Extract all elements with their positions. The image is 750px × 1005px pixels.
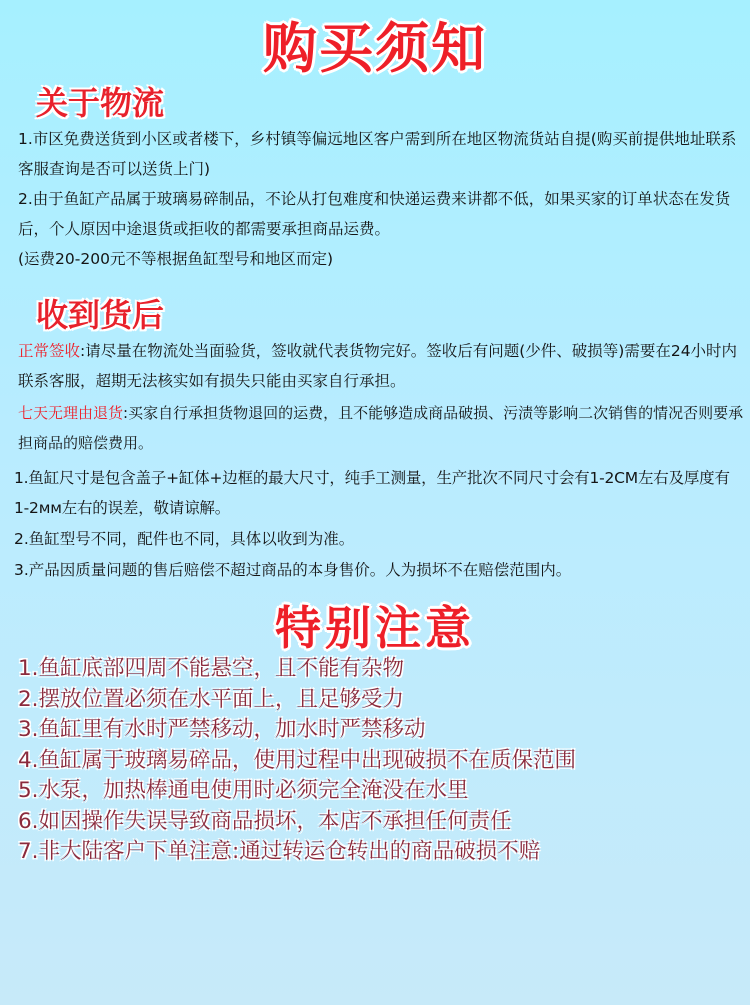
special-note-item: 4.鱼缸属于玻璃易碎品，使用过程中出现破损不在质保范围 (18, 747, 577, 773)
logistics-paragraph-2: 2.由于鱼缸产品属于玻璃易碎制品，不论从打包难度和快递运费来讲都不低，如果买家的订单状态在发货后，个人原因中途退货或拒收的都需要承担商品运费。 (18, 190, 731, 238)
special-note-item: 6.如因操作失误导致商品损坏，本店不承担任何责任 (18, 808, 512, 834)
special-note-item: 1.鱼缸底部四周不能悬空，且不能有杂物 (18, 656, 405, 681)
page-title: 购买须知 (263, 17, 487, 80)
logistics-paragraph-1: 1.市区免费送货到小区或者楼下，乡村镇等偏远地区客户需到所在地区物流货站自提(购买前提供地址联系客服查询是否可以送货上门) (18, 130, 737, 178)
receipt-heading: 收到货后 (36, 296, 165, 334)
special-heading: 特别注意 (275, 601, 475, 655)
seven-day-return-label: 七天无理由退货 (18, 404, 124, 422)
size-note: 1.鱼缸尺寸是包含盖子+缸体+边框的最大尺寸，纯手工测量，生产批次不同尺寸会有1-2CM左右及厚度有1-2мм左右的误差，敬请谅解。 (14, 469, 730, 517)
seven-day-return-paragraph (18, 398, 744, 458)
compensation-note: 3.产品因质量问题的售后赔偿不超过商品的本身售价。人为损坏不在赔偿范围内。 (14, 561, 572, 579)
model-note: 2.鱼缸型号不同，配件也不同，具体以收到为准。 (14, 530, 355, 548)
seven-day-return-text: :买家自行承担货物退回的运费，且不能够造成商品破损、污渍等影响二次销售的情况否则要承担商品的赔偿费用。 (18, 404, 744, 452)
normal-sign-label: 正常签收 (18, 342, 81, 360)
special-note-item: 5.水泵，加热棒通电使用时必须完全淹没在水里 (18, 778, 469, 803)
normal-sign-text: :请尽量在物流处当面验货，签收就代表货物完好。签收后有问题(少件、破损等)需要在24小时内联系客服，超期无法核实如有损失只能由买家自行承担。 (18, 342, 738, 390)
logistics-heading: 关于物流 (36, 84, 165, 122)
logistics-shipping-note: (运费20-200元不等根据鱼缸型号和地区而定) (18, 250, 333, 268)
special-note-item: 3.鱼缸里有水时严禁移动，加水时严禁移动 (18, 717, 426, 742)
special-note-item: 7.非大陆客户下单注意:通过转运仓转出的商品破损不赔 (18, 839, 541, 864)
special-note-item: 2.摆放位置必须在水平面上，且足够受力 (18, 686, 405, 712)
normal-sign-paragraph (18, 336, 744, 396)
special-notes-list (18, 654, 738, 868)
